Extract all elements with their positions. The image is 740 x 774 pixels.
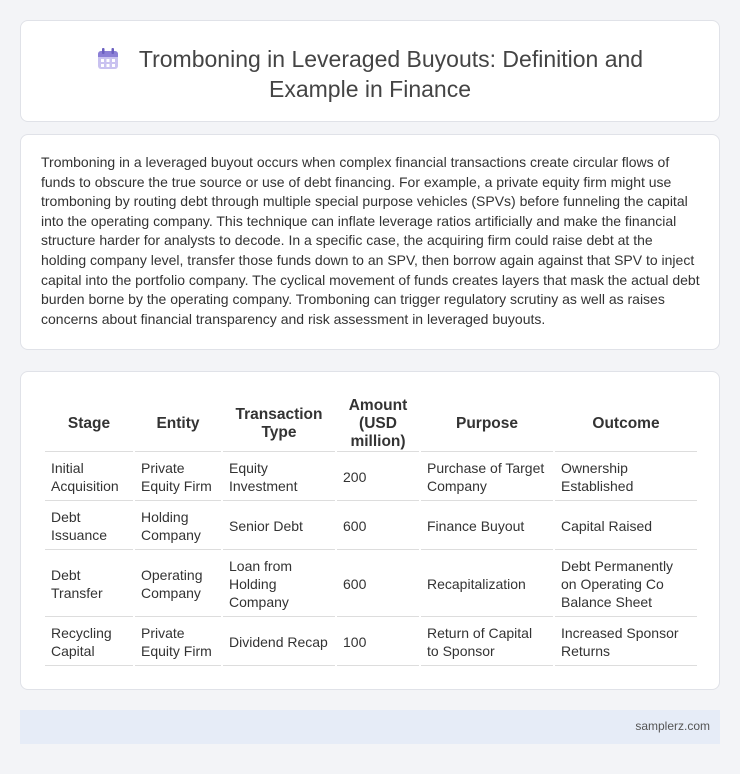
table-cell: Recapitalization bbox=[421, 552, 553, 617]
header-cell: Outcome bbox=[555, 396, 697, 452]
table-cell: Loan from Holding Company bbox=[223, 552, 335, 617]
intro-paragraph: Tromboning in a leveraged buyout occurs when complex financial transactions create circular flows of funds to obscure the true source or use of debt financing. For example, a private equity firm might use tromboning by routing debt through multiple special purpose vehicles (SPVs) before funneling the capital into the operating company. This technique can inflate leverage ratios artificially and make the financial structure harder for analysts to decode. In a specific case, the acquiring firm could raise debt at the holding company level, transfer those funds down to an SPV, then borrow again against that SPV to inject capital into the portfolio company. The cyclical movement of funds creates layers that mask the actual debt burden borne by the operating company. Tromboning can trigger regulatory scrutiny as well as raises concerns about financial transparency and risk assessment in leveraged buyouts. bbox=[41, 154, 700, 327]
table-cell: Debt Permanently on Operating Co Balance Sheet bbox=[555, 552, 697, 617]
table-cell: Purchase of Target Company bbox=[421, 454, 553, 501]
table-cell: 600 bbox=[337, 552, 419, 617]
title-card bbox=[20, 20, 720, 122]
table-cell: Initial Acquisition bbox=[45, 454, 133, 501]
table-cell: Debt Issuance bbox=[45, 503, 133, 550]
table-cell: Private Equity Firm bbox=[135, 619, 221, 666]
table-card bbox=[20, 371, 720, 690]
table-cell: Holding Company bbox=[135, 503, 221, 550]
table-cell: Increased Sponsor Returns bbox=[555, 619, 697, 666]
page-title-text: Tromboning in Leveraged Buyouts: Definition and Example in Finance bbox=[138, 46, 644, 102]
header-cell: Purpose bbox=[421, 396, 553, 452]
table-cell: Ownership Established bbox=[555, 454, 697, 501]
table-cell: Senior Debt bbox=[223, 503, 335, 550]
header-cell: Amount (USD million) bbox=[337, 396, 419, 452]
header-cell: Entity bbox=[135, 396, 221, 452]
table-cell: 600 bbox=[337, 503, 419, 550]
footer-site-link[interactable]: samplerz.com bbox=[635, 719, 710, 733]
table-header-row bbox=[45, 396, 697, 452]
header-cell: Transaction Type bbox=[223, 396, 335, 452]
table-cell: Private Equity Firm bbox=[135, 454, 221, 501]
table-cell: Equity Investment bbox=[223, 454, 335, 501]
footer-bar bbox=[20, 710, 720, 744]
table-cell: Return of Capital to Sponsor bbox=[421, 619, 553, 666]
table-cell: 200 bbox=[337, 454, 419, 501]
table-cell: Finance Buyout bbox=[421, 503, 553, 550]
intro-card bbox=[20, 134, 720, 350]
table-cell: Recycling Capital bbox=[45, 619, 133, 666]
table-row bbox=[45, 619, 697, 666]
table-row bbox=[45, 454, 697, 501]
table-cell: Debt Transfer bbox=[45, 552, 133, 617]
table-cell: Capital Raised bbox=[555, 503, 697, 550]
table-cell: 100 bbox=[337, 619, 419, 666]
calendar-icon bbox=[97, 48, 119, 70]
lbo-table bbox=[43, 394, 699, 668]
table-cell: Operating Company bbox=[135, 552, 221, 617]
page-title bbox=[21, 44, 719, 104]
header-cell: Stage bbox=[45, 396, 133, 452]
table-cell: Dividend Recap bbox=[223, 619, 335, 666]
table-row bbox=[45, 503, 697, 550]
table-row bbox=[45, 552, 697, 617]
